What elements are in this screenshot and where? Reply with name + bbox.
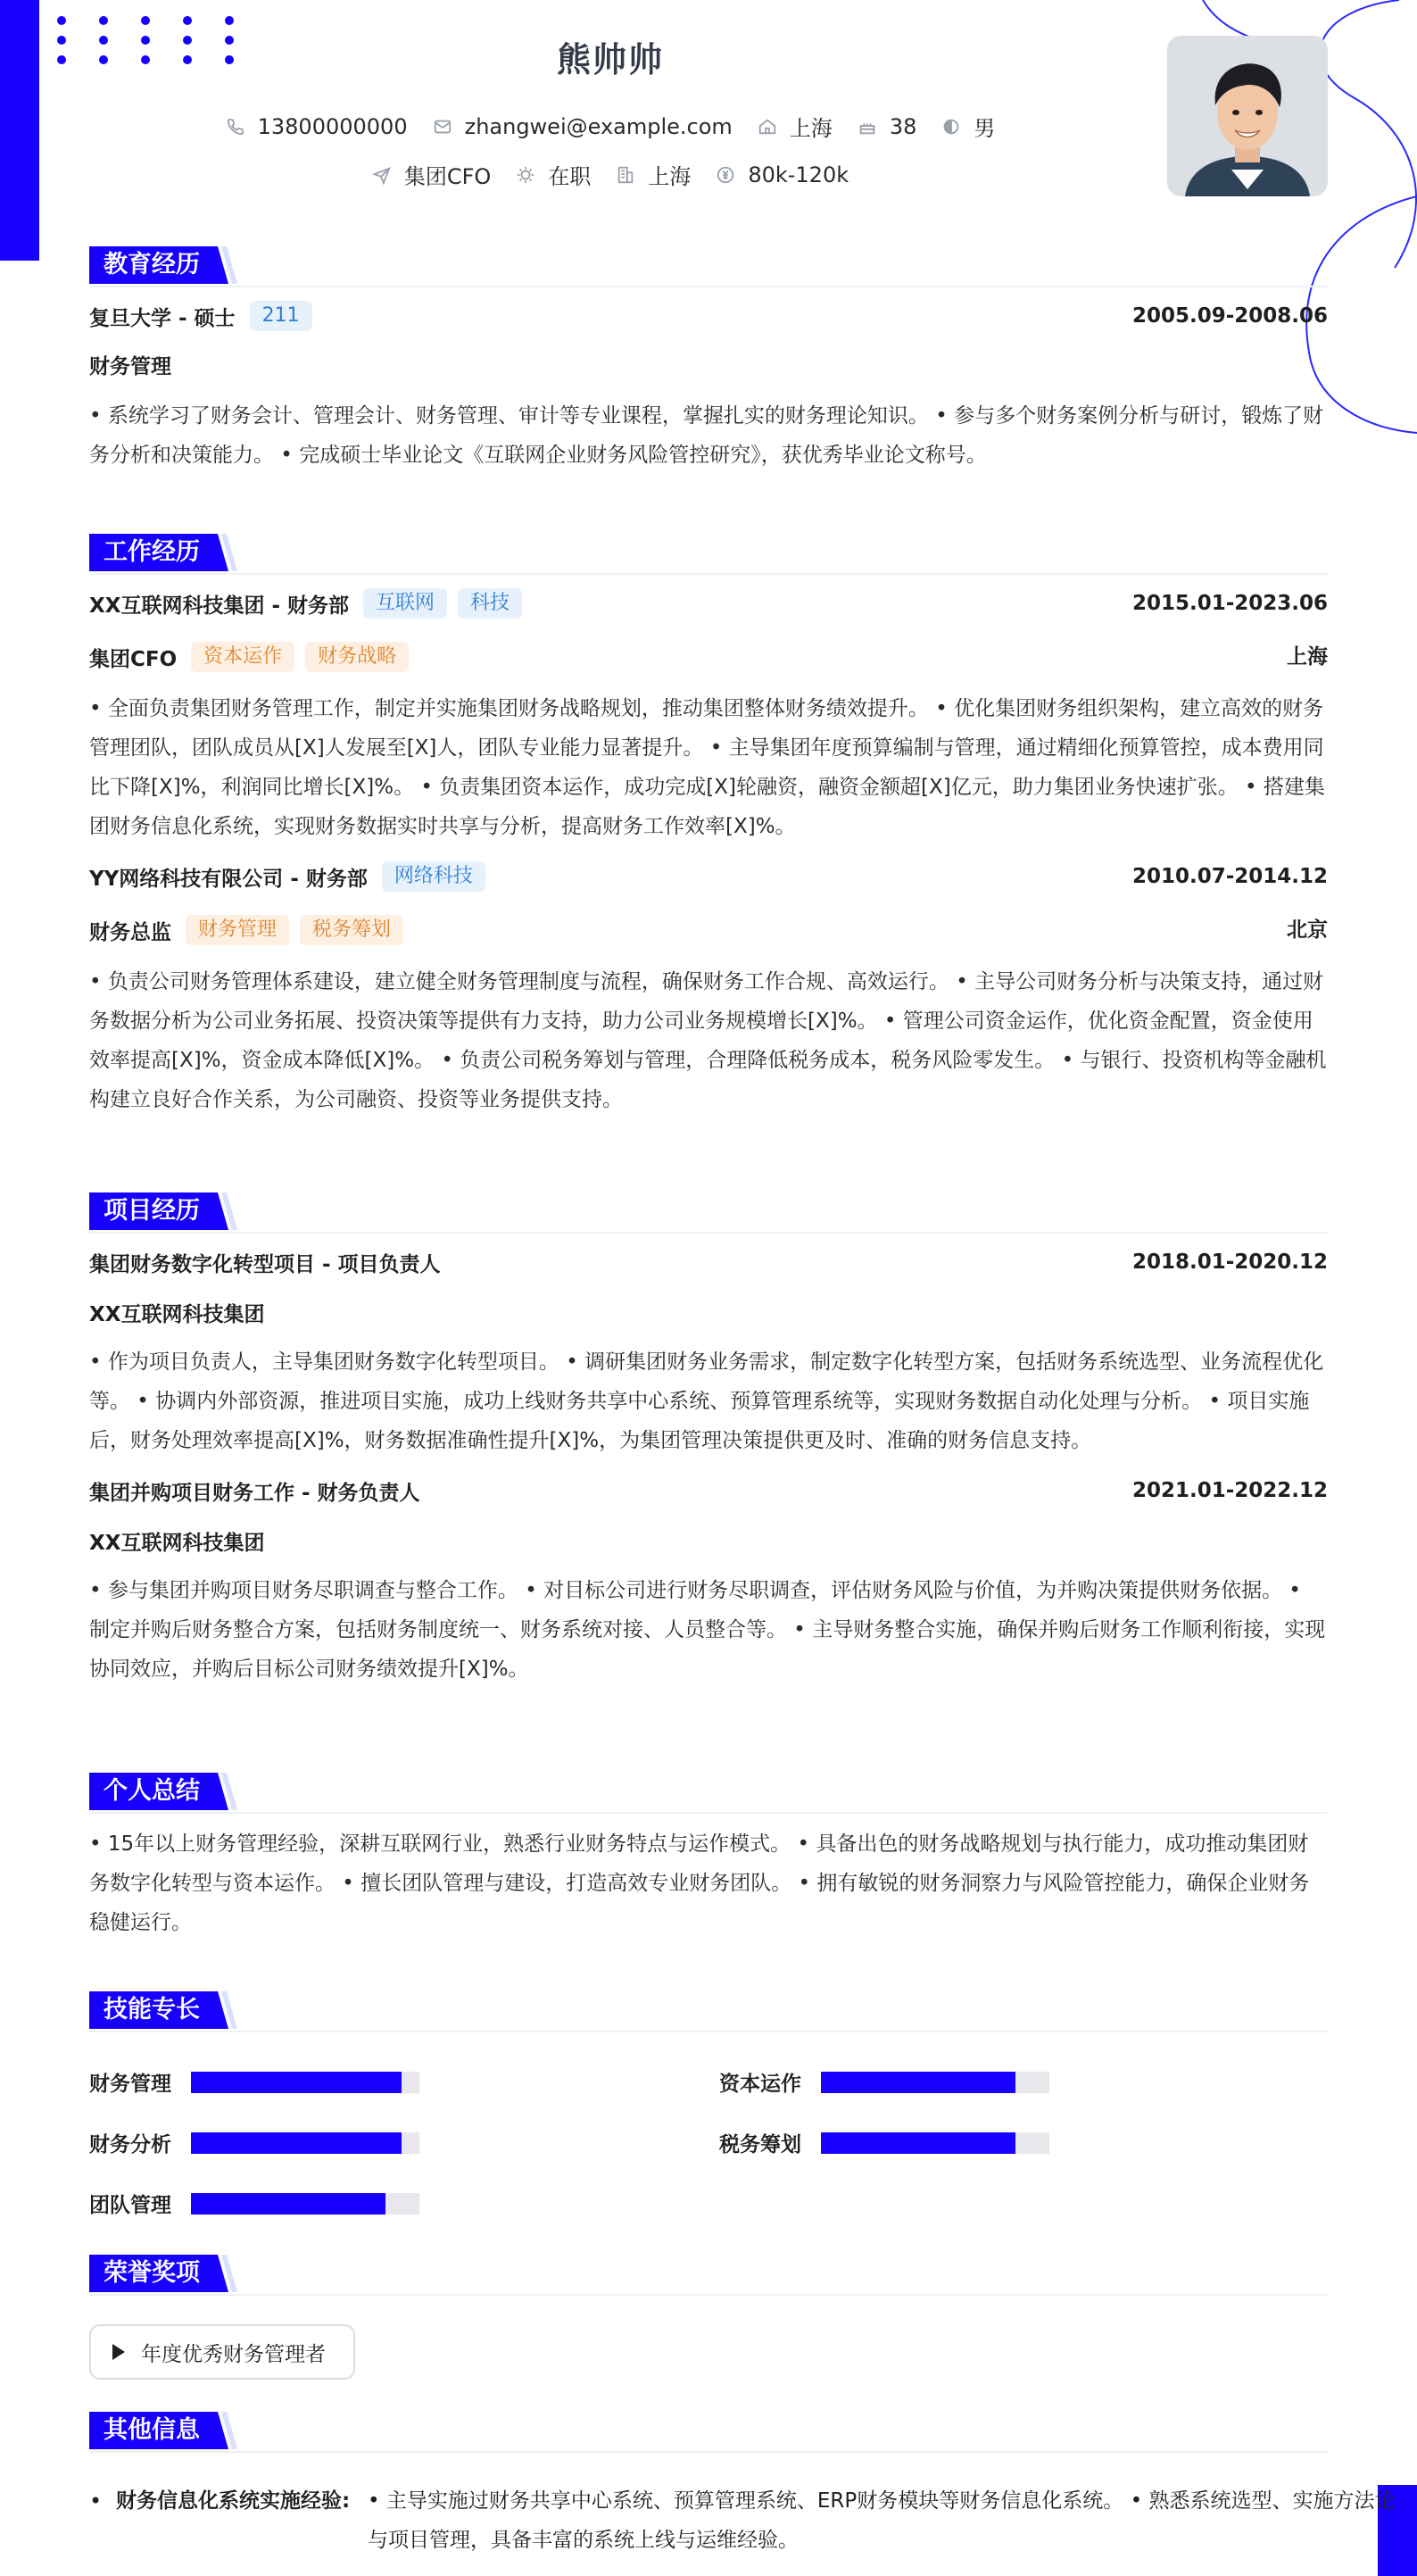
industry-tag: 互联网 xyxy=(363,588,447,619)
education-section xyxy=(89,246,1328,475)
skill-tag: 资本运作 xyxy=(191,642,294,672)
mail-icon xyxy=(433,117,452,137)
skill-name: 财务分析 xyxy=(89,2133,171,2156)
contact-row xyxy=(0,111,1221,142)
skills-section xyxy=(89,1991,1328,2032)
work-section xyxy=(89,534,1328,1119)
salary-text: 80k-120k xyxy=(748,162,849,187)
section-title: 工作经历 xyxy=(89,534,214,571)
project-description: • 参与集团并购项目财务尽职调查与整合工作。 • 对目标公司进行财务尽职调查，评估财务风险与价值，为并购决策提供财务依据。 • 制定并购后财务整合方案，包括财务制度统一、财务系统对接、人员整合等。 • 主导财务整合实施，确保并购后财务工作顺利衔接，实现协同效应，并购后目标公司财务绩效提升[X]%。 xyxy=(89,1579,1326,1681)
avatar xyxy=(1167,36,1328,196)
project-org: XX互联网科技集团 xyxy=(89,1532,265,1555)
phone-item xyxy=(226,114,408,139)
salary-item xyxy=(716,162,849,187)
award-text: 年度优秀财务管理者 xyxy=(141,2342,326,2366)
section-title: 技能专长 xyxy=(89,1991,214,2029)
skill-tag: 税务筹划 xyxy=(300,915,403,945)
summary-section xyxy=(89,1773,1328,1942)
gender-text: 男 xyxy=(974,116,996,141)
projects-header xyxy=(89,1192,1328,1234)
position-name: 财务总监 xyxy=(89,920,171,944)
skill-name: 税务筹划 xyxy=(719,2133,801,2156)
awards-section xyxy=(89,2255,1328,2296)
phone-text: 13800000000 xyxy=(257,113,408,139)
gender-icon xyxy=(941,117,961,137)
title-tail xyxy=(207,1991,239,2029)
position-name: 集团CFO xyxy=(89,647,178,671)
summary-header xyxy=(89,1773,1328,1814)
project-name: 集团并购项目财务工作 - 财务负责人 xyxy=(89,1481,420,1505)
project-description: • 作为项目负责人，主导集团财务数字化转型项目。 • 调研集团财务业务需求，制定数字化转型方案，包括财务系统选型、业务流程优化等。 • 协调内外部资源，推进项目实施，成功上线财务共享中心系统、预算管理系统等，实现财务数据自动化处理与分析。 • 项目实施后，财务处理效率提高[X]%，财务数据准确性提升[X]%，为集团管理决策提供更及时、准确的财务信息支持。 xyxy=(89,1350,1324,1452)
project-entry-head xyxy=(89,1473,1328,1508)
project-name: 集团财务数字化转型项目 - 项目负责人 xyxy=(89,1252,441,1276)
education-entry-head xyxy=(89,298,1328,334)
title-tail xyxy=(207,534,239,571)
other-section xyxy=(89,2412,1328,2453)
work-city: 北京 xyxy=(1287,918,1328,942)
other-item xyxy=(89,2481,1396,2562)
education-header xyxy=(89,246,1328,287)
phone-icon xyxy=(226,117,245,137)
skill-item xyxy=(89,2067,419,2097)
projects-section xyxy=(89,1192,1328,1689)
send-icon xyxy=(372,165,392,185)
awards-header xyxy=(89,2255,1328,2296)
city-text: 上海 xyxy=(789,116,833,141)
education-description: • 系统学习了财务会计、管理会计、财务管理、审计等专业课程，掌握扎实的财务理论知识。 • 参与多个财务案例分析与研讨，锻炼了财务分析和决策能力。 • 完成硕士毕业论文《互联网企业财务风险管控研究》，获优秀毕业论文称号。 xyxy=(89,404,1324,467)
skill-bar-fill xyxy=(191,2132,402,2154)
job-intent-row xyxy=(0,159,1221,190)
status-text: 在职 xyxy=(548,164,592,189)
work-city: 上海 xyxy=(1287,645,1328,669)
industry-tag: 网络科技 xyxy=(382,861,485,892)
work-entry-head xyxy=(89,586,1328,621)
section-title: 项目经历 xyxy=(89,1192,214,1230)
title-tail xyxy=(207,246,239,284)
decor-dot xyxy=(225,16,234,25)
building-icon xyxy=(616,165,635,185)
title-tail xyxy=(207,2255,239,2292)
skill-bar xyxy=(821,2132,1049,2154)
skill-bar xyxy=(191,2193,419,2215)
email-item xyxy=(433,114,733,139)
work-position-row xyxy=(89,639,1328,675)
email-text: zhangwei@example.com xyxy=(464,113,733,139)
work-description: • 全面负责集团财务管理工作，制定并实施集团财务战略规划，推动集团整体财务绩效提升。 • 优化集团财务组织架构，建立高效的财务管理团队，团队成员从[X]人发展至[X]人，团队专业能力显著提升。 • 主导集团年度预算编制与管理，通过精细化预算管控，成本费用同比下降[X]%，利润同比增长[X]%。 • 负责集团资本运作，成功完成[X]轮融资，融资金额超[X]亿元，助力集团业务快速扩张。 • 搭建集团财务信息化系统，实现财务数据实时共享与分析，提高财务工作效率[X]%。 xyxy=(89,697,1325,838)
work-date: 2010.07-2014.12 xyxy=(1131,865,1328,888)
skill-tag: 财务战略 xyxy=(305,642,409,672)
work-position-row xyxy=(89,912,1328,948)
decor-dot xyxy=(141,16,150,25)
work-date: 2015.01-2023.06 xyxy=(1131,592,1328,615)
skill-item xyxy=(719,2067,1049,2097)
target-position-text: 集团CFO xyxy=(403,164,492,189)
industry-tag: 科技 xyxy=(458,588,522,619)
home-icon xyxy=(758,117,777,137)
project-date: 2018.01-2020.12 xyxy=(1131,1251,1328,1274)
major: 财务管理 xyxy=(89,355,171,378)
skill-bar-fill xyxy=(191,2072,402,2093)
title-tail xyxy=(207,1192,239,1230)
work-description: • 负责公司财务管理体系建设，建立健全财务管理制度与流程，确保财务工作合规、高效运行。 • 主导公司财务分析与决策支持，通过财务数据分析为公司业务拓展、投资决策等提供有力支持，助力公司业务规模增长[X]%。 • 管理公司资金运作，优化资金配置，资金使用效率提高[X]%，资金成本降低[X]%。 • 负责公司税务筹划与管理，合理降低税务成本，税务风险零发生。 • 与银行、投资机构等金融机构建立良好合作关系，为公司融资、投资等业务提供支持。 xyxy=(89,970,1327,1111)
skill-name: 团队管理 xyxy=(89,2194,171,2217)
summary-description: • 15年以上财务管理经验，深耕互联网行业，熟悉行业财务特点与运作模式。 • 具备出色的财务战略规划与执行能力，成功推动集团财务数字化转型与资本运作。 • 擅长团队管理与建设，打造高效专业财务团队。 • 拥有敏锐的财务洞察力与风险管控能力，确保企业财务稳健运行。 xyxy=(89,1832,1310,1934)
skill-item xyxy=(89,2189,419,2218)
section-title: 荣誉奖项 xyxy=(89,2255,214,2292)
cake-icon xyxy=(858,117,877,137)
skill-item xyxy=(89,2128,419,2157)
age-text: 38 xyxy=(889,113,917,139)
school-name: 复旦大学 - 硕士 xyxy=(89,306,236,330)
salary-icon xyxy=(716,165,735,185)
other-label: 财务信息化系统实施经验: xyxy=(116,2489,351,2513)
status-icon xyxy=(516,165,535,185)
bullet: • xyxy=(89,2489,103,2514)
decor-dot xyxy=(183,16,192,25)
city-item xyxy=(758,111,833,142)
skill-bar xyxy=(191,2072,419,2093)
project-org: XX互联网科技集团 xyxy=(89,1303,265,1326)
education-date: 2005.09-2008.06 xyxy=(1131,304,1328,328)
target-city-item xyxy=(616,159,691,190)
project-entry-head xyxy=(89,1244,1328,1280)
project-date: 2021.01-2022.12 xyxy=(1131,1479,1328,1502)
title-tail xyxy=(207,1773,239,1810)
skills-header xyxy=(89,1991,1328,2032)
work-header xyxy=(89,534,1328,575)
play-icon xyxy=(112,2344,125,2360)
candidate-name: 熊帅帅 xyxy=(556,40,664,79)
skill-bar-fill xyxy=(821,2132,1015,2154)
company-name: YY网络科技有限公司 - 财务部 xyxy=(89,867,368,891)
decor-dot xyxy=(57,16,66,25)
award-chip xyxy=(89,2324,355,2380)
section-title: 个人总结 xyxy=(89,1773,214,1810)
target-position-item xyxy=(372,159,491,190)
skill-bar-fill xyxy=(821,2072,1015,2093)
gender-item xyxy=(941,111,995,142)
other-text: • 主导实施过财务共享中心系统、预算管理系统、ERP财务模块等财务信息化系统。 • 熟悉系统选型、实施方法论与项目管理，具备丰富的系统上线与运维经验。 xyxy=(368,2489,1396,2552)
skill-bar xyxy=(821,2072,1049,2093)
work-entry-head xyxy=(89,859,1328,894)
target-city-text: 上海 xyxy=(648,164,692,189)
section-title: 其他信息 xyxy=(89,2412,214,2449)
status-item xyxy=(516,159,591,190)
skill-name: 资本运作 xyxy=(719,2073,801,2096)
section-title: 教育经历 xyxy=(89,246,214,284)
age-item xyxy=(858,114,917,139)
other-header xyxy=(89,2412,1328,2453)
skill-tag: 财务管理 xyxy=(186,915,289,945)
title-tail xyxy=(207,2412,239,2449)
school-tag: 211 xyxy=(250,301,312,331)
company-name: XX互联网科技集团 - 财务部 xyxy=(89,594,350,618)
skill-bar-fill xyxy=(191,2193,385,2215)
decor-dot xyxy=(99,16,108,25)
skill-item xyxy=(719,2128,1049,2157)
skill-name: 财务管理 xyxy=(89,2073,171,2096)
skill-bar xyxy=(191,2132,419,2154)
